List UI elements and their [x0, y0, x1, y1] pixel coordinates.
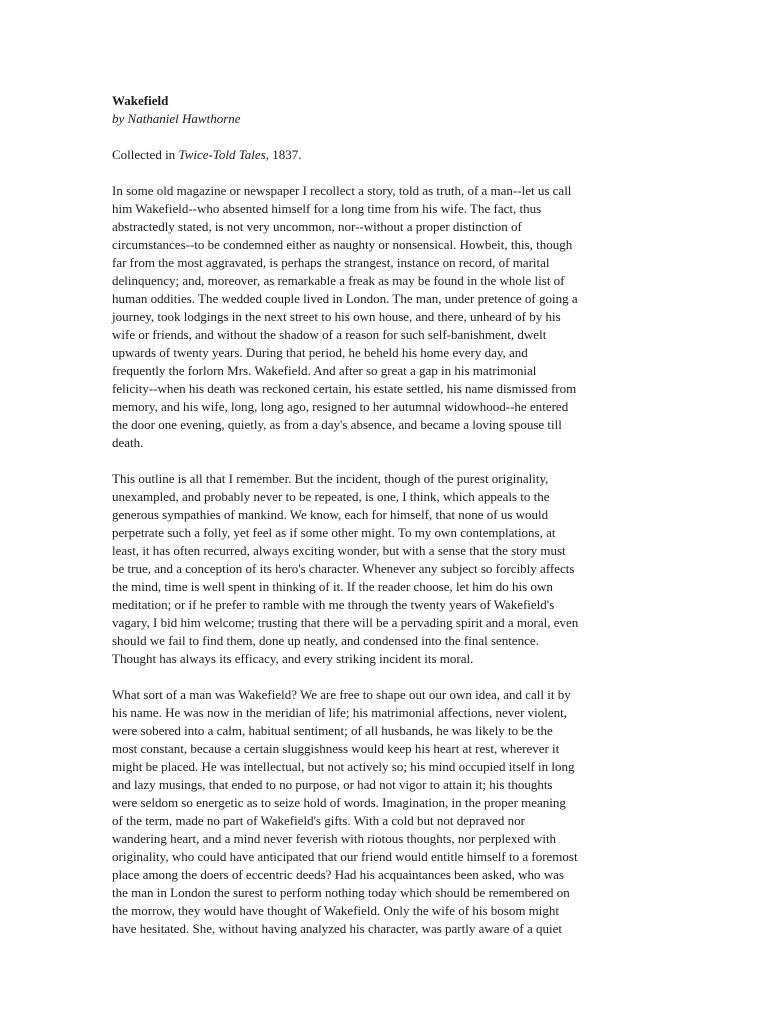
text-line: far from the most aggravated, is perhaps the strangest, instance on record, of marital: [112, 255, 550, 270]
text-line: abstractedly stated, is not very uncommon, nor--without a proper distinction of: [112, 219, 522, 234]
collection-note: [112, 146, 660, 164]
text-line: were sobered into a calm, habitual sentiment; of all husbands, he was likely to be the: [112, 723, 553, 738]
text-line: wife or friends, and without the shadow of a reason for such self-banishment, dwelt: [112, 327, 547, 342]
text-line: and lazy musings, that ended to no purpose, or had not vigor to attain it; his thoughts: [112, 777, 553, 792]
text-line: upwards of twenty years. During that period, he beheld his home every day, and: [112, 345, 528, 360]
text-line: human oddities. The wedded couple lived in London. The man, under pretence of going a: [112, 291, 578, 306]
text-line: vagary, I bid him welcome; trusting that there will be a pervading spirit and a moral, even: [112, 615, 579, 630]
text-line: wandering heart, and a mind never feverish with riotous thoughts, nor perplexed with: [112, 831, 557, 846]
text-line: him Wakefield--who absented himself for a long time from his wife. The fact, thus: [112, 201, 542, 216]
story-author: by Nathaniel Hawthorne: [112, 111, 241, 126]
text-line: This outline is all that I remember. But the incident, though of the purest originality,: [112, 471, 549, 486]
text-line: meditation; or if he prefer to ramble with me through the twenty years of Wakefield's: [112, 597, 555, 612]
text-line: the door one evening, quietly, as from a day's absence, and became a loving spouse till: [112, 417, 562, 432]
text-line: delinquency; and, moreover, as remarkable a freak as may be found in the whole list of: [112, 273, 565, 288]
text-line: the man in London the surest to perform nothing today which should be remembered on: [112, 885, 570, 900]
collection-prefix: Collected in: [112, 147, 179, 162]
text-line: were seldom so energetic as to seize hold of words. Imagination, in the proper meaning: [112, 795, 566, 810]
text-line: the morrow, they would have thought of Wakefield. Only the wife of his bosom might: [112, 903, 560, 918]
text-line: least, it has often recurred, always exciting wonder, but with a sense that the story must: [112, 543, 566, 558]
story-body: [112, 182, 660, 938]
text-line: his name. He was now in the meridian of life; his matrimonial affections, never violent,: [112, 705, 567, 720]
text-line: be true, and a conception of its hero's character. Whenever any subject so forcibly affects: [112, 561, 575, 576]
document-page: [112, 92, 660, 938]
text-line: perpetrate such a folly, yet feel as if some other might. To my own contemplations, at: [112, 525, 556, 540]
text-line: should we fail to find them, done up neatly, and condensed into the final sentence.: [112, 633, 539, 648]
paragraph: [112, 182, 660, 452]
text-line: unexampled, and probably never to be repeated, is one, I think, which appeals to the: [112, 489, 550, 504]
text-line: frequently the forlorn Mrs. Wakefield. And after so great a gap in his matrimonial: [112, 363, 537, 378]
text-line: most constant, because a certain sluggishness would keep his heart at rest, wherever it: [112, 741, 560, 756]
text-line: In some old magazine or newspaper I recollect a story, told as truth, of a man--let us call: [112, 183, 572, 198]
text-line: originality, who could have anticipated that our friend would entitle himself to a foremost: [112, 849, 578, 864]
text-line: memory, and his wife, long, long ago, resigned to her autumnal widowhood--he entered: [112, 399, 569, 414]
text-line: Thought has always its efficacy, and every striking incident its moral.: [112, 651, 474, 666]
text-line: might be placed. He was intellectual, but not actively so; his mind occupied itself in long: [112, 759, 575, 774]
text-line: of the term, made no part of Wakefield's gifts. With a cold but not depraved nor: [112, 813, 525, 828]
text-line: journey, took lodgings in the next street to his own house, and there, unheard of by his: [112, 309, 561, 324]
text-line: What sort of a man was Wakefield? We are free to shape out our own idea, and call it by: [112, 687, 571, 702]
text-line: circumstances--to be condemned either as naughty or nonsensical. Howbeit, this, though: [112, 237, 573, 252]
collection-suffix: , 1837.: [265, 147, 302, 162]
text-line: felicity--when his death was reckoned certain, his estate settled, his name dismissed from: [112, 381, 577, 396]
text-line: place among the doers of eccentric deeds? Had his acquaintances been asked, who was: [112, 867, 564, 882]
text-line: have hesitated. She, without having analyzed his character, was partly aware of a quiet: [112, 921, 562, 936]
paragraph: [112, 686, 660, 938]
paragraph: [112, 470, 660, 668]
collection-work: Twice-Told Tales: [178, 147, 266, 162]
text-line: generous sympathies of mankind. We know, each for himself, that none of us would: [112, 507, 549, 522]
story-title: Wakefield: [112, 93, 169, 108]
text-line: death.: [112, 435, 144, 450]
text-line: the mind, time is well spent in thinking of it. If the reader choose, let him do his own: [112, 579, 553, 594]
